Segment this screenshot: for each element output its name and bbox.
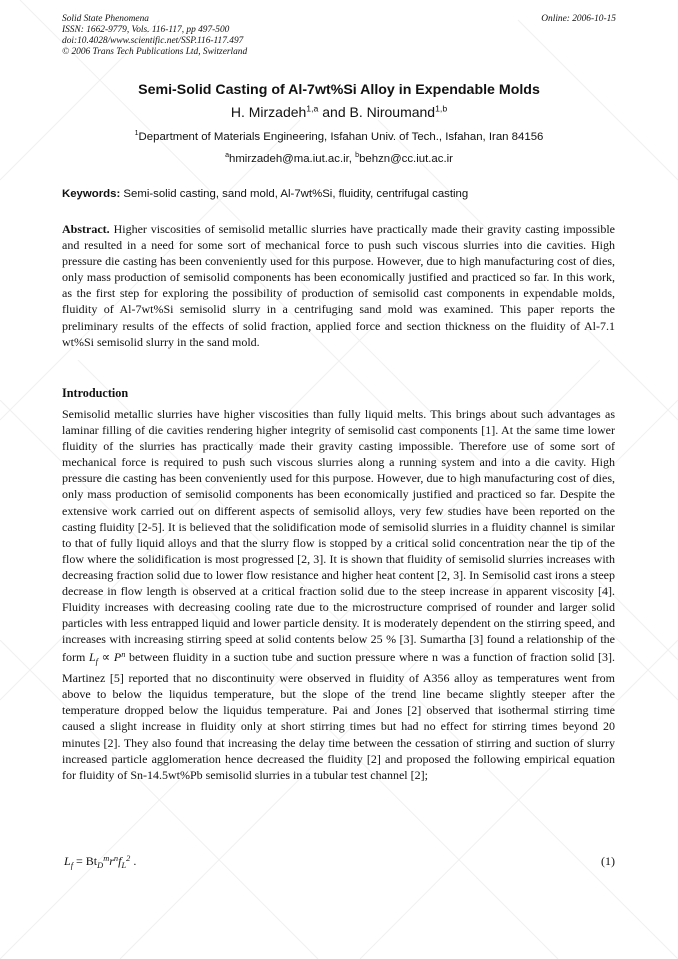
affiliation: [0, 131, 678, 143]
affiliation-text: Department of Materials Engineering, Isfahan Univ. of Tech., Isfahan, Iran 84156: [138, 131, 544, 143]
equation-symbol: r: [109, 854, 114, 868]
formula-symbol: P: [113, 650, 122, 665]
email-mark: a: [225, 152, 229, 160]
formula-symbol: L: [88, 650, 96, 665]
keywords-text: Semi-solid casting, sand mold, Al-7wt%Si, fluidity, centrifugal casting: [123, 188, 469, 200]
email-address: behzn@cc.iut.ac.ir: [359, 153, 453, 165]
author-emails: [0, 153, 678, 165]
equation-body: [64, 854, 136, 870]
equation-term: = Bt: [76, 854, 98, 868]
email-address: hmirzadeh@ma.iut.ac.ir,: [228, 153, 352, 165]
equation-subscript: f: [70, 860, 74, 870]
author-affiliation-mark: 1,a: [306, 103, 319, 114]
equation-symbol: f: [118, 854, 122, 868]
journal-header: [62, 14, 616, 58]
equation-subscript: L: [121, 860, 127, 870]
journal-name: Solid State Phenomena: [62, 14, 149, 24]
equation-superscript: m: [103, 854, 110, 864]
email-mark: b: [355, 152, 360, 160]
equation-number: (1): [601, 854, 615, 868]
issn-line: ISSN: 1662-9779, Vols. 116-117, pp 497-500: [62, 25, 230, 35]
equation-subscript: D: [97, 860, 104, 870]
keywords: [62, 188, 616, 200]
section-heading-introduction: Introduction: [62, 386, 129, 400]
author-affiliation-mark: 1,b: [435, 103, 448, 114]
abstract-label: Abstract.: [62, 222, 110, 236]
online-date: Online: 2006-10-15: [541, 14, 616, 24]
equation-superscript: n: [113, 854, 119, 864]
paper-title: Semi-Solid Casting of Al-7wt%Si Alloy in Expendable Molds: [138, 82, 540, 98]
equation-1: [62, 852, 615, 876]
introduction-text: between fluidity in a suction tube and suction pressure where n was a function of fraction solid [3]. Martinez [5] reported that no discontinuity were observed in fluidity of A356 alloy as temperatures went from above to below the liquidus temperature, but the slope of the trend line became slightly steeper after the temperature dropped below the liquidus temperature. Pai and Jones [2] observed that isothermal stirring time caused a slight increase in fluidity only at short stirring times but had no effect for stirring times beyond 20 minutes [2]. They also found that increasing the delay time between the cessation of stirring and suction of slurry increased particle agglomeration hence decreased the fluidity [2] and proposed the following empirical equation for fluidity of Sn-14.5wt%Pb semisolid slurries in a tubular test channel [2];: [62, 650, 616, 782]
formula-operator: ∝: [101, 650, 111, 665]
equation-symbol: L: [64, 854, 71, 868]
equation-superscript: 2: [126, 854, 131, 864]
formula-subscript: f: [95, 657, 98, 667]
abstract: [62, 221, 615, 350]
formula-superscript: n: [121, 650, 126, 660]
author-list: [0, 104, 678, 120]
equation-period: .: [133, 854, 137, 868]
affiliation-mark: 1: [134, 130, 139, 138]
introduction-text: Semisolid metallic slurries have higher viscosities than fully liquid melts. This brings about such advantages as laminar filling of die cavities rendering higher integrity of semisolid cast components [1]. At the same time lower fluidity of the slurries has practically made their gravity casting impossible. Therefore use of some sort of mechanical force is required to push such viscous slurries along a running system and into a die cavity. High pressure die casting has been conveniently used for this purpose. However, due to high manufacturing cost of dies, only mass production of semisolid components has been economically justified and practiced so far. Despite the extensive work carried out on different aspects of semisolid alloys, very few studies have been reported on the casting fluidity [2-5]. It is believed that the solidification mode of semisolid slurries in a fluidity channel is similar to that of fully liquid alloys and that the slurry flow is stopped by a critical solid concentration near the tip of the flow where the solidification is most progressed [2, 3]. It is shown that fluidity of semisolid slurries increases with decreasing fraction solid due to lower flow resistance and higher heat content [2, 3]. In Semisolid cast irons a steep decrease in flow length is observed at a critical fraction solid due to the steep increase in apparent viscosity [4]. Fluidity increases with decreasing cooling rate due to the microstructure comprised of rounder and larger solid particles with less entrapped liquid and lower particle density. It is moderately dependent on the stirring speed, and increases with increasing stirring speed at solid contents below 25 % [3]. Sumartha [3] found a relationship of the form: [62, 407, 615, 665]
copyright-line: © 2006 Trans Tech Publications Ltd, Switzerland: [62, 47, 248, 57]
author-name: H. Mirzadeh: [230, 104, 307, 120]
abstract-text: Higher viscosities of semisolid metallic slurries have practically made their gravity casting impossible and resulted in a need for some sort of mechanical force to push such viscous slurries into die cavities. High pressure die casting has been conveniently used for this purpose. However, due to high manufacturing cost of dies, only mass production of semisolid components has been economically justified and practiced so far. In this work, as the first step for exploring the possibility of production of semisolid cast components in expendable molds, fluidity of Al-7wt%Si semisolid slurry in a centrifuging sand mold was examined. This paper reports the preliminary results of the effects of solid fraction, applied force and section thickness on the fluidity of Al-7.1 wt%Si semisolid slurry in the sand mold.: [62, 222, 616, 349]
author-conjunction: and: [322, 104, 346, 120]
author-name: B. Niroumand: [349, 104, 436, 120]
doi-line: doi:10.4028/www.scientific.net/SSP.116-117.497: [62, 36, 244, 46]
inline-formula: [88, 650, 126, 667]
keywords-label: Keywords:: [62, 188, 121, 200]
introduction-body: [62, 406, 615, 783]
